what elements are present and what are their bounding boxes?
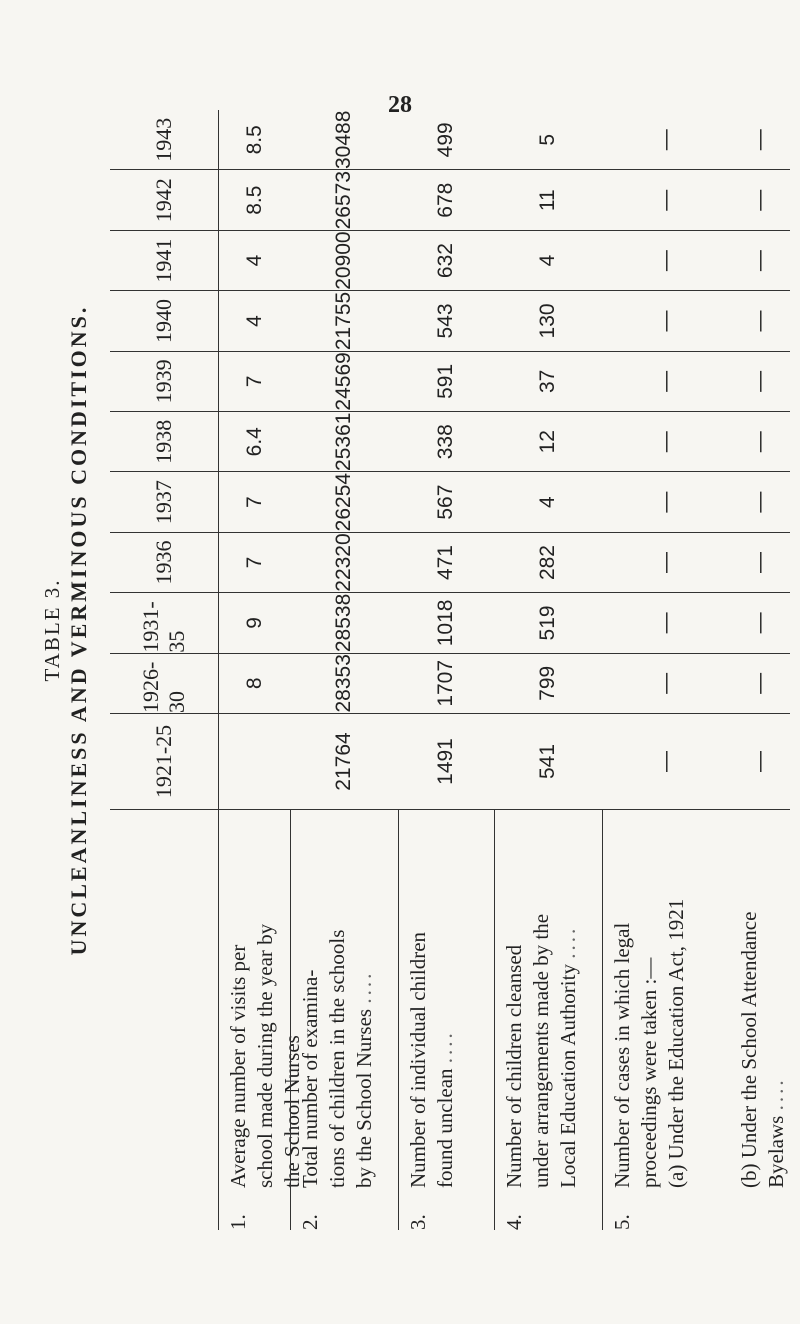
table-cell: — <box>730 291 790 351</box>
row-label <box>398 810 494 1230</box>
table-cell: 567 <box>398 472 494 532</box>
row-label-line: Number of cases in which legal <box>610 922 634 1188</box>
table-cell: 1491 <box>398 714 494 810</box>
row-label-line: Byelaws .... <box>764 1077 788 1188</box>
leader-dots: .... <box>352 970 376 1004</box>
row-label-line: Number of children cleansed <box>502 944 526 1188</box>
row-label <box>602 810 730 1230</box>
table-cell: — <box>602 170 730 230</box>
table-cell: — <box>602 593 730 653</box>
row-label <box>290 810 398 1230</box>
table-cell: 282 <box>494 533 602 593</box>
table-cell: — <box>730 110 790 170</box>
table-cell: — <box>602 533 730 593</box>
table-cell: — <box>730 231 790 291</box>
table-cell: 20900 <box>290 231 398 291</box>
row-number: 4. <box>502 1214 526 1230</box>
row-label-text <box>297 816 378 1188</box>
table-cell: — <box>730 472 790 532</box>
table-cell: 4 <box>218 231 290 291</box>
table-cell: — <box>730 412 790 472</box>
table-cell: — <box>602 291 730 351</box>
table-cell: 28353 <box>290 654 398 714</box>
row-label-line: Average number of visits per <box>226 944 250 1188</box>
table-cell: 4 <box>494 231 602 291</box>
table-cell: — <box>602 412 730 472</box>
table-cell: 1018 <box>398 593 494 653</box>
row-label <box>730 810 790 1230</box>
table-cell: — <box>602 352 730 412</box>
column-header: 1938 <box>110 412 218 472</box>
leader-dots: .... <box>433 1030 457 1064</box>
table-cell: 28538 <box>290 593 398 653</box>
table-cell: 12 <box>494 412 602 472</box>
row-label-line: Number of individual children <box>406 931 430 1188</box>
row-number: 2. <box>298 1214 322 1230</box>
table-heading <box>32 30 102 1230</box>
table-cell: 8.5 <box>218 170 290 230</box>
table-cell: — <box>602 472 730 532</box>
leader-dots: .... <box>764 1077 788 1111</box>
table-cell: 24569 <box>290 352 398 412</box>
table-cell: 5 <box>494 110 602 170</box>
column-header: 1941 <box>110 231 218 291</box>
row-number: 5. <box>610 1214 634 1230</box>
column-header: 1943 <box>110 110 218 170</box>
table-cell: 22320 <box>290 533 398 593</box>
table-cell: 8.5 <box>218 110 290 170</box>
table-cell: 11 <box>494 170 602 230</box>
table-cell: 130 <box>494 291 602 351</box>
column-header: 1921-25 <box>110 714 218 810</box>
row-label-line: under arrangements made by the <box>529 913 553 1188</box>
column-header: 1940 <box>110 291 218 351</box>
row-number: 1. <box>226 1214 250 1230</box>
table-cell: — <box>602 231 730 291</box>
table-cell: 6.4 <box>218 412 290 472</box>
table-cell: — <box>602 714 730 810</box>
column-header: 1936 <box>110 533 218 593</box>
table-cell: 7 <box>218 352 290 412</box>
table-cell: 21755 <box>290 291 398 351</box>
row-label-line: tions of children in the schools <box>325 929 349 1188</box>
table-cell: 4 <box>218 291 290 351</box>
table-cell: — <box>730 714 790 810</box>
table-cell: 499 <box>398 110 494 170</box>
page-number: 28 <box>388 92 412 118</box>
table-cell: 26254 <box>290 472 398 532</box>
table-cell: 7 <box>218 533 290 593</box>
table-cell: 21764 <box>290 714 398 810</box>
row-label-text <box>736 816 790 1188</box>
table-cell: 8 <box>218 654 290 714</box>
table-cell: 37 <box>494 352 602 412</box>
row-label-text <box>609 816 690 1188</box>
row-label-text <box>405 816 459 1188</box>
table-cell: 799 <box>494 654 602 714</box>
table-cell: 519 <box>494 593 602 653</box>
table-cell: 632 <box>398 231 494 291</box>
table-cell: 543 <box>398 291 494 351</box>
row-label-line: the School Nurses <box>280 1035 304 1188</box>
row-label <box>494 810 602 1230</box>
table-cell: 4 <box>494 472 602 532</box>
column-header: 1937 <box>110 472 218 532</box>
row-label-line: (b) Under the School Attendance <box>737 911 761 1188</box>
column-header: 1939 <box>110 352 218 412</box>
table-cell: — <box>730 352 790 412</box>
table-cell: 7 <box>218 472 290 532</box>
row-number: 3. <box>406 1214 430 1230</box>
row-label <box>218 810 304 1230</box>
row-label-text <box>501 816 582 1188</box>
table-cell: 591 <box>398 352 494 412</box>
row-label-line: by the School Nurses .... <box>352 970 376 1188</box>
row-label-line: school made during the year by <box>253 923 277 1188</box>
table-cell: — <box>602 654 730 714</box>
leader-dots: .... <box>556 925 580 959</box>
table-cell: 25361 <box>290 412 398 472</box>
table-cell: — <box>730 170 790 230</box>
table-cell <box>218 714 290 810</box>
table-cell: 9 <box>218 593 290 653</box>
row-label-line: found unclean .... <box>433 1030 457 1188</box>
table-cell: 30488 <box>290 110 398 170</box>
row-label-line: Local Education Authority .... <box>556 925 580 1188</box>
rotated-table-block <box>32 30 788 1230</box>
table-cell: 678 <box>398 170 494 230</box>
table-corner-cell <box>110 810 218 1230</box>
table-cell: 338 <box>398 412 494 472</box>
row-label-line: (a) Under the Education Act, 1921 <box>664 898 688 1188</box>
table-cell: — <box>602 110 730 170</box>
table-label: TABLE 3. <box>40 578 64 682</box>
column-header: 1931-35 <box>110 593 218 653</box>
row-label-line: proceedings were taken :— <box>637 957 661 1188</box>
table-title: UNCLEANLINESS AND VERMINOUS CONDITIONS. <box>66 304 91 956</box>
row-label-line: Total number of examina- <box>298 969 322 1188</box>
column-header: 1942 <box>110 170 218 230</box>
table-cell: — <box>730 593 790 653</box>
table-cell: 541 <box>494 714 602 810</box>
table-cell: — <box>730 654 790 714</box>
data-table <box>110 110 788 1230</box>
table-cell: — <box>730 533 790 593</box>
table-cell: 471 <box>398 533 494 593</box>
table-cell: 1707 <box>398 654 494 714</box>
table-cell: 26573 <box>290 170 398 230</box>
column-header: 1926-30 <box>110 654 218 714</box>
